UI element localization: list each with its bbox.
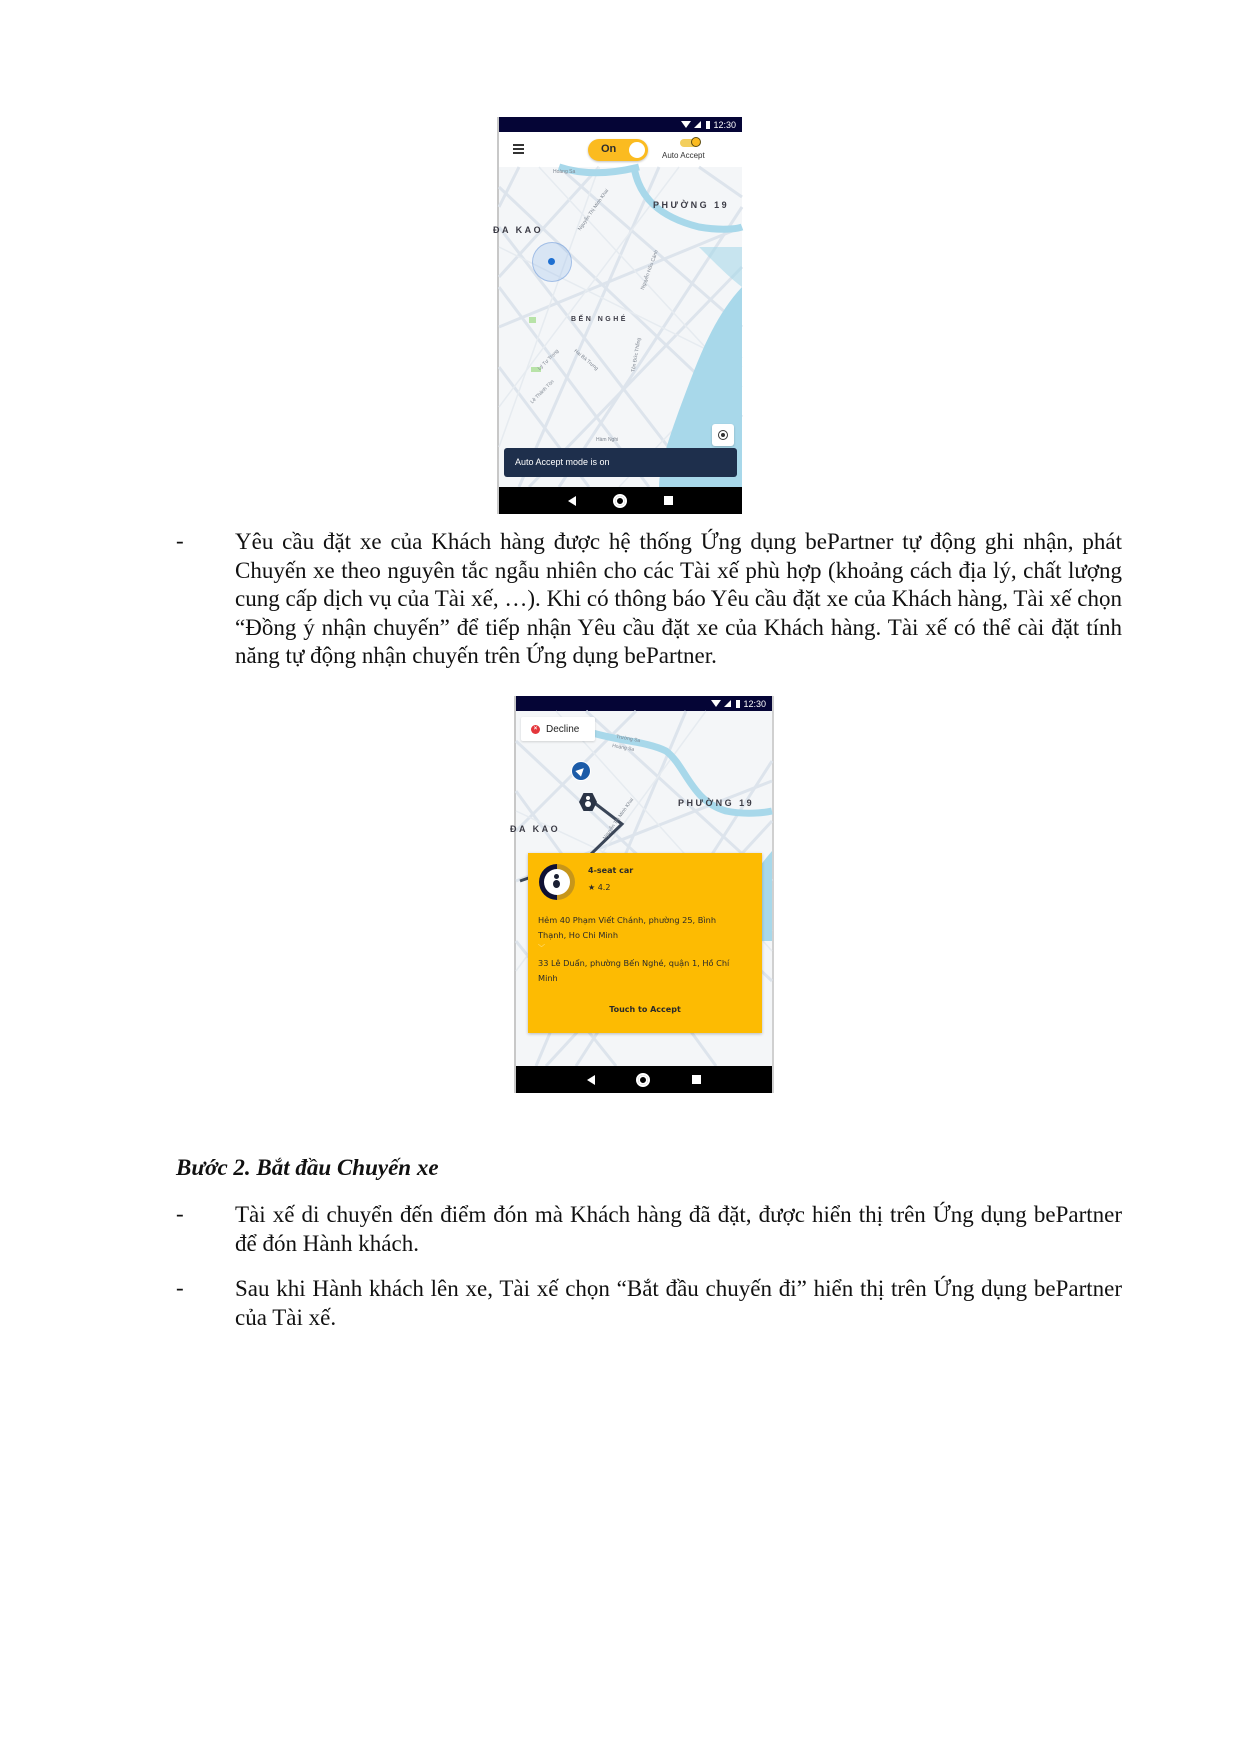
map-label: BẾN NGHÉ (571, 316, 628, 323)
street-label: Nguyễn Thị Minh Khai (577, 188, 611, 232)
bullet-move-to-pickup: Tài xế di chuyển đến điểm đón mà Khách hàng đã đặt, được hiển thị trên Ứng dụng bePartner để đón Hành khách. (235, 1202, 1122, 1256)
toast-message: Auto Accept mode is on (504, 448, 737, 477)
recent-apps-icon[interactable] (692, 1075, 701, 1084)
street-label: Hoàng Sa (611, 743, 635, 753)
map-label: PHƯỜNG 19 (678, 798, 755, 808)
decline-label: Decline (546, 723, 580, 735)
crosshair-icon (718, 430, 728, 440)
status-time: 12:30 (713, 119, 736, 130)
decline-button[interactable] (521, 717, 595, 741)
home-icon[interactable] (613, 494, 627, 508)
wifi-icon (711, 700, 721, 707)
street-label: Nguyễn Hữu Cảnh (639, 249, 660, 291)
locate-button[interactable] (712, 424, 734, 446)
street-label: Hoàng Sa (553, 169, 576, 175)
android-nav-bar (499, 487, 742, 514)
street-label: Hai Bà Trưng (572, 348, 600, 372)
home-icon[interactable] (636, 1073, 650, 1087)
recent-apps-icon[interactable] (664, 496, 673, 505)
chevron-down-icon: ﹀ (538, 944, 545, 952)
toggle-knob (629, 142, 645, 158)
bullet-dash: - (176, 528, 184, 553)
back-icon[interactable] (587, 1075, 595, 1085)
map-label: ĐA KAO (493, 225, 544, 235)
app-bar (499, 132, 742, 167)
battery-icon (706, 121, 710, 129)
android-nav-bar (516, 1066, 772, 1093)
battery-icon (736, 700, 740, 708)
street-label: Trường Sa (615, 733, 641, 745)
bullet-start-trip: Sau khi Hành khách lên xe, Tài xế chọn “Bắt đầu chuyến đi” hiển thị trên Ứng dụng bePartner của Tài xế. (235, 1276, 1122, 1330)
screenshot-trip-request (510, 696, 774, 1093)
status-bar (516, 696, 772, 711)
step-heading: Bước 2. Bắt đầu Chuyến xe (176, 1155, 439, 1180)
auto-accept-toggle[interactable] (680, 139, 698, 147)
street-label: Tôn Đức Thắng (630, 337, 643, 373)
street-label: Lý Tự Trọng (536, 348, 561, 372)
screenshot-auto-accept (493, 117, 742, 514)
back-icon[interactable] (568, 496, 576, 506)
bullet-dash: - (176, 1201, 184, 1226)
map-view[interactable] (493, 167, 742, 487)
wifi-icon (681, 121, 691, 128)
driver-location-icon (571, 761, 591, 781)
customer-avatar-icon (539, 864, 575, 900)
touch-to-accept-button[interactable]: Touch to Accept (609, 1005, 681, 1014)
pickup-address: Hẻm 40 Phạm Viết Chánh, phường 25, Bình Thạnh, Ho Chi Minh (538, 915, 717, 940)
status-time: 12:30 (743, 698, 766, 709)
signal-icon (724, 700, 731, 707)
dropoff-address: 33 Lê Duẩn, phường Bến Nghé, quận 1, Hồ Chí Minh (538, 958, 730, 983)
street-label: Nguyễn Thị Minh Khai (602, 797, 636, 841)
street-label: Lê Thánh Tôn (529, 378, 556, 406)
car-type: 4-seat car (588, 866, 634, 875)
toggle-knob (691, 137, 701, 147)
current-location-dot (548, 258, 555, 265)
auto-accept-label: Auto Accept (662, 151, 705, 160)
map-label: ĐA KAO (510, 824, 561, 834)
paragraph-booking-request: Yêu cầu đặt xe của Khách hàng được hệ thống Ứng dụng bePartner tự động ghi nhận, phát Chuyến xe theo nguyên tắc ngẫu nhiên cho các Tài xế phù hợp (khoảng cách địa lý, chất lượng cung cấp dịch vụ của Tài xế, …). Khi có thông báo Yêu cầu đặt xe của Khách hàng, Tài xế chọn “Đồng ý nhận chuyến” để tiếp nhận Yêu cầu đặt xe của Khách hàng. Tài xế có thể cài đặt tính năng tự động nhận chuyến trên Ứng dụng bePartner. (235, 529, 1122, 669)
map-label: PHƯỜNG 19 (653, 200, 730, 210)
hamburger-icon[interactable] (513, 144, 524, 154)
trip-request-card[interactable] (528, 853, 762, 1033)
online-toggle-label: On (601, 143, 617, 155)
status-bar (499, 117, 742, 132)
map-roads (499, 167, 742, 487)
close-icon: × (531, 725, 540, 734)
customer-rating: ★ 4.2 (588, 883, 611, 892)
signal-icon (694, 121, 701, 128)
bullet-dash: - (176, 1275, 184, 1300)
online-toggle[interactable] (588, 139, 648, 161)
street-label: Hàm Nghi (596, 437, 619, 443)
